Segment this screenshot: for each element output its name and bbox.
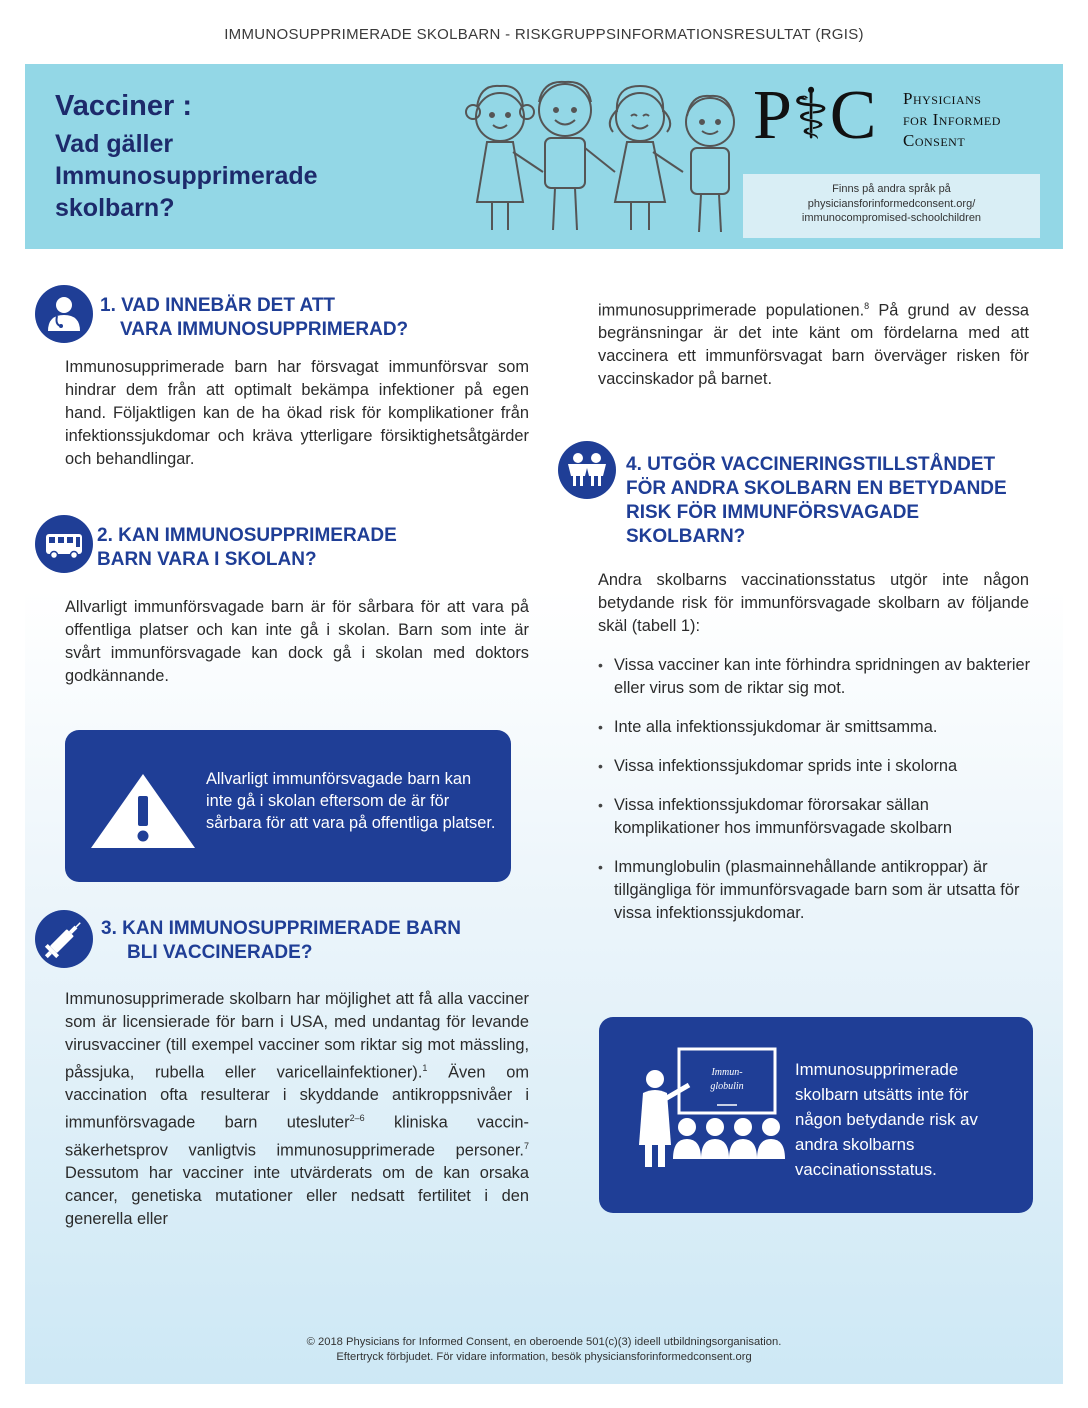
footer-line-2: Eftertryck förbjudet. För vidare information, besök physiciansforinformedconsent.org (336, 1351, 752, 1363)
section-3-text-a: Immunosupprimerade skolbarn har möjlighet att få alla vacciner som är licensierade för barn i USA, med undantag för levande virusvacciner (till exempel vacciner som riktar sig mot mässling, påssjuka, rubella eller varicellainfektioner). (65, 990, 529, 1082)
logo-word-2: for Informed (903, 110, 1001, 129)
section-3-text (65, 988, 529, 1231)
school-bus-icon (35, 515, 93, 573)
logo-words (903, 88, 1001, 151)
doctor-icon (35, 285, 93, 343)
section-3-text-c: kliniska vaccin-säkerhetsprov vanligtvis immunosupprimerade personer. (65, 1113, 529, 1160)
section-4-heading-line-4: SKOLBARN? (626, 526, 746, 547)
children-illustration (455, 72, 755, 242)
section-3-heading-line-1: 3. KAN IMMUNOSUPPRIMERADE BARN (101, 918, 461, 939)
ref-2: 2–6 (349, 1113, 365, 1124)
header-band (25, 64, 1063, 249)
list-item: • Inte alla infektionssjukdomar är smittsamma. (598, 716, 1038, 739)
section-3-text-b: Även om vaccination ofta resulterar i skyddande antikroppsnivåer i immunförsvagade barn utesluter (65, 1063, 529, 1132)
ref-1: 1 (422, 1063, 428, 1073)
section-4-heading (626, 453, 1007, 549)
classroom-icon (625, 1047, 785, 1187)
section-3-continued (598, 295, 1029, 391)
list-item: • Vissa vacciner kan inte förhindra spridningen av bakterier eller virus som de riktar sig mot. (598, 654, 1038, 700)
footer (0, 1335, 1088, 1365)
section-2-heading (97, 524, 397, 572)
section-4-heading-line-3: RISK FÖR IMMUNFÖRSVAGADE (626, 502, 920, 523)
languages-line-1: Finns på andra språk på (832, 183, 951, 195)
board-line-1: Immun- (711, 1067, 743, 1078)
list-item: • Immunglobulin (plasmainnehållande antikroppar) är tillgängliga för immunförsvagade barn som är utsatta för vissa infektionssjukdomar. (598, 856, 1038, 925)
section-3-continued-a: immunosupprimerade populationen. (598, 301, 865, 320)
info-box (599, 1017, 1033, 1213)
syringe-icon (35, 910, 93, 968)
pic-logo (753, 77, 1053, 154)
section-2-heading-line-2: BARN VARA I SKOLAN? (97, 549, 317, 570)
logo-word-1: Physicians (903, 89, 982, 108)
ref-3: 7 (523, 1140, 529, 1151)
children-icon (558, 441, 616, 499)
languages-box (743, 174, 1040, 238)
list-item: • Vissa infektionssjukdomar sprids inte i skolorna (598, 755, 1038, 778)
section-3-heading (101, 917, 461, 965)
logo-letters: P⚕C (753, 77, 877, 154)
languages-line-3[interactable]: immunocompromised-schoolchildren (801, 212, 982, 224)
languages-line-2[interactable]: physiciansforinformedconsent.org/ (807, 197, 976, 210)
section-4-bullets (598, 654, 1038, 941)
section-1-heading-line-1: 1. VAD INNEBÄR DET ATT (100, 295, 336, 316)
section-4-intro: Andra skolbarns vaccinationsstatus utgör inte någon betydande risk för immunförsvagade skolbarn av följande skäl (tabell 1): (598, 571, 1029, 635)
section-3-continued-b: På grund av dessa begränsningar är det inte känt om fördelarna med att vaccinera ett immunförsvagat barn överväger risken för vaccinskador på barnet. (598, 301, 1030, 389)
page-title: Vacciner : (55, 90, 193, 122)
alert-box (65, 730, 511, 882)
warning-icon (87, 770, 199, 852)
ref-4: 8 (864, 301, 870, 311)
list-item: • Vissa infektionssjukdomar förorsakar sällan komplikationer hos immunförsvagade skolbarn (598, 794, 1038, 840)
info-text: Immunosupprimerade skolbarn utsätts inte för någon betydande risk av andra skolbarns vaccinationsstatus. (795, 1060, 978, 1179)
page-subtitle: Vad gäller Immunosupprimerade skolbarn? (55, 130, 318, 222)
section-4-heading-line-2: FÖR ANDRA SKOLBARN EN BETYDANDE (626, 478, 1007, 499)
logo-word-3: Consent (903, 131, 966, 150)
section-3-text-d: Dessutom har vacciner inte utvärderats om de kan orsaka cancer, genetiska mutationer eller nedsatt fertilitet i den generella eller (65, 1164, 529, 1229)
section-1-heading-line-2: VARA IMMUNOSUPPRIMERAD? (120, 319, 409, 340)
board-line-2: globulin (710, 1081, 744, 1092)
section-4-heading-line-1: 4. UTGÖR VACCINERINGSTILLSTÅNDET (626, 454, 996, 475)
section-1-text: Immunosupprimerade barn har försvagat immunförsvar som hindrar dem från att optimalt bekämpa infektioner på egen hand. Följaktligen kan de ha ökad risk för komplikationer från infektionssjukdomar och kräva ytterligare försiktighetsåtgärder och behandlingar. (65, 358, 529, 468)
section-3-heading-line-2: BLI VACCINERADE? (127, 942, 313, 963)
footer-line-1: © 2018 Physicians for Informed Consent, en oberoende 501(c)(3) ideell utbildningsorganisation. (306, 1336, 782, 1348)
section-2-heading-line-1: 2. KAN IMMUNOSUPPRIMERADE (97, 525, 397, 546)
section-1-heading (100, 294, 408, 342)
top-label: IMMUNOSUPPRIMERADE SKOLBARN - RISKGRUPPSINFORMATIONSRESULTAT (RGIS) (224, 26, 864, 43)
alert-text: Allvarligt immunförsvagade barn kan inte gå i skolan eftersom de är för sårbara för att vara på offentliga platser. (206, 770, 496, 832)
section-2-text: Allvarligt immunförsvagade barn är för sårbara för att vara på offentliga platser och kan inte gå i skolan. Barn som inte är svårt immunförsvagade kan dock gå i skolan med doktors godkännande. (65, 598, 529, 685)
